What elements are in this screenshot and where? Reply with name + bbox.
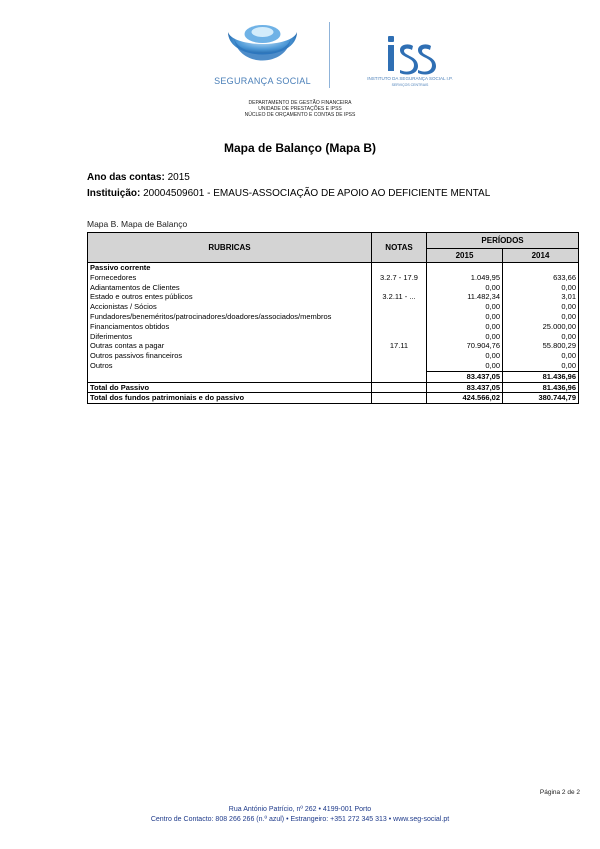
iss-logo-subtext: SERVIÇOS CENTRAIS bbox=[391, 83, 429, 87]
row-value-2014: 55.800,29 bbox=[503, 341, 579, 351]
page-number: Página 2 de 2 bbox=[539, 789, 580, 796]
dept-line: UNIDADE DE PRESTAÇÕES E IPSS bbox=[258, 106, 342, 112]
row-value-2015: 11.482,34 bbox=[427, 292, 503, 302]
empty-cell bbox=[503, 263, 579, 273]
total-passivo-2015: 83.437,05 bbox=[427, 382, 503, 393]
table-row bbox=[88, 302, 579, 312]
row-label: Accionistas / Sócios bbox=[88, 302, 372, 312]
row-value-2015: 0,00 bbox=[427, 361, 503, 371]
table-row bbox=[88, 273, 579, 283]
accounts-year-label: Ano das contas: bbox=[87, 172, 165, 183]
row-value-2014: 0,00 bbox=[503, 302, 579, 312]
footer-contact: Centro de Contacto: 808 266 266 (n.º azul) • Estrangeiro: +351 272 345 313 • www.seg-social.pt bbox=[150, 816, 450, 823]
row-value-2015: 70.904,76 bbox=[427, 341, 503, 351]
empty-cell bbox=[427, 263, 503, 273]
row-value-2015: 0,00 bbox=[427, 332, 503, 342]
row-value-2014: 0,00 bbox=[503, 332, 579, 342]
institution-value: 20004509601 - EMAUS-ASSOCIAÇÃO DE APOIO AO DEFICIENTE MENTAL bbox=[143, 188, 491, 199]
footer-address: Rua António Patrício, nº 262 • 4199-001 Porto bbox=[228, 806, 372, 813]
col-header-year-2015: 2015 bbox=[427, 249, 503, 263]
row-value-2015: 0,00 bbox=[427, 302, 503, 312]
row-label: Adiantamentos de Clientes bbox=[88, 283, 372, 293]
col-header-periodos: PERÍODOS bbox=[427, 233, 579, 249]
row-value-2014: 25.000,00 bbox=[503, 322, 579, 332]
row-nota: 3.2.11 - ... bbox=[372, 292, 427, 302]
row-label: Fundadores/beneméritos/patrocinadores/doadores/associados/membros bbox=[88, 312, 372, 322]
row-nota bbox=[372, 312, 427, 322]
logo-divider bbox=[329, 22, 330, 88]
table-row bbox=[88, 361, 579, 371]
accounts-year bbox=[87, 172, 190, 183]
dept-line: NÚCLEO DE ORÇAMENTO E CONTAS DE IPSS bbox=[244, 112, 356, 118]
col-header-year-2014: 2014 bbox=[503, 249, 579, 263]
total-passivo-row bbox=[88, 382, 579, 393]
table-row bbox=[88, 341, 579, 351]
row-nota bbox=[372, 283, 427, 293]
subtotal-row bbox=[88, 371, 579, 382]
header-logos bbox=[200, 18, 470, 96]
balance-table bbox=[87, 232, 579, 404]
row-label: Financiamentos obtidos bbox=[88, 322, 372, 332]
table-row bbox=[88, 292, 579, 302]
row-value-2014: 0,00 bbox=[503, 312, 579, 322]
empty-cell bbox=[372, 371, 427, 382]
row-value-2015: 0,00 bbox=[427, 322, 503, 332]
table-row bbox=[88, 283, 579, 293]
row-value-2015: 0,00 bbox=[427, 283, 503, 293]
row-value-2014: 0,00 bbox=[503, 283, 579, 293]
table-row bbox=[88, 322, 579, 332]
col-header-notas: NOTAS bbox=[372, 233, 427, 263]
row-nota bbox=[372, 302, 427, 312]
empty-cell bbox=[372, 393, 427, 404]
total-fundos-2014: 380.744,79 bbox=[503, 393, 579, 404]
row-value-2015: 0,00 bbox=[427, 351, 503, 361]
empty-cell bbox=[372, 263, 427, 273]
col-header-rubricas: RUBRICAS bbox=[88, 233, 372, 263]
row-value-2014: 3,01 bbox=[503, 292, 579, 302]
row-label: Estado e outros entes públicos bbox=[88, 292, 372, 302]
table-row bbox=[88, 332, 579, 342]
total-passivo-label: Total do Passivo bbox=[88, 382, 372, 393]
table-row bbox=[88, 351, 579, 361]
section-row bbox=[88, 263, 579, 273]
total-passivo-2014: 81.436,96 bbox=[503, 382, 579, 393]
seguranca-social-logo-text: SEGURANÇA SOCIAL bbox=[214, 76, 311, 86]
department-block bbox=[180, 100, 420, 118]
section-label: Passivo corrente bbox=[88, 263, 372, 273]
total-fundos-row bbox=[88, 393, 579, 404]
subtotal-2015: 83.437,05 bbox=[427, 371, 503, 382]
row-nota: 17.11 bbox=[372, 341, 427, 351]
row-value-2014: 633,66 bbox=[503, 273, 579, 283]
page-title: Mapa de Balanço (Mapa B) bbox=[223, 141, 377, 155]
dept-line: DEPARTAMENTO DE GESTÃO FINANCEIRA bbox=[248, 100, 352, 106]
total-fundos-2015: 424.566,02 bbox=[427, 393, 503, 404]
accounts-year-value: 2015 bbox=[167, 172, 190, 183]
row-value-2014: 0,00 bbox=[503, 361, 579, 371]
subtotal-2014: 81.436,96 bbox=[503, 371, 579, 382]
row-label: Outras contas a pagar bbox=[88, 341, 372, 351]
iss-logo-icon bbox=[350, 30, 470, 90]
table-row bbox=[88, 312, 579, 322]
empty-cell bbox=[372, 382, 427, 393]
row-nota: 3.2.7 - 17.9 bbox=[372, 273, 427, 283]
institution-label: Instituição: bbox=[87, 188, 141, 199]
institution bbox=[87, 188, 490, 199]
row-nota bbox=[372, 351, 427, 361]
row-value-2015: 1.049,95 bbox=[427, 273, 503, 283]
row-nota bbox=[372, 332, 427, 342]
row-label: Fornecedores bbox=[88, 273, 372, 283]
row-label: Outros passivos financeiros bbox=[88, 351, 372, 361]
row-label: Diferimentos bbox=[88, 332, 372, 342]
empty-cell bbox=[88, 371, 372, 382]
total-fundos-label: Total dos fundos patrimoniais e do passivo bbox=[88, 393, 372, 404]
row-value-2015: 0,00 bbox=[427, 312, 503, 322]
row-nota bbox=[372, 322, 427, 332]
row-nota bbox=[372, 361, 427, 371]
iss-logo-text: INSTITUTO DA SEGURANÇA SOCIAL I.P. bbox=[367, 76, 453, 81]
table-caption: Mapa B. Mapa de Balanço bbox=[87, 219, 188, 229]
row-label: Outros bbox=[88, 361, 372, 371]
row-value-2014: 0,00 bbox=[503, 351, 579, 361]
